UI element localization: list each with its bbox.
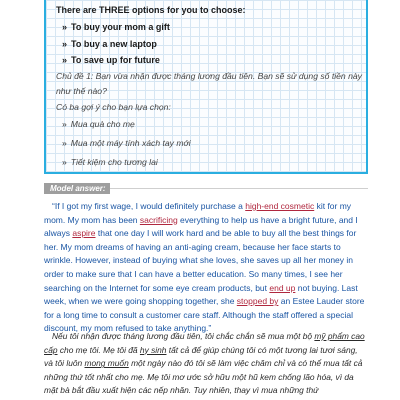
answer-text: một ngày nào đó tôi sẽ làm việc chăm chỉ và có thể mua tất cả những thứ tốt nhất cho mẹ. Mẹ tôi mơ ước sở hữu một hũ kem chống lão hóa, vì da mặt bà bắt đầu xuất hiện các nếp nhăn. Tuy nhiên, thay vì mua những thứ (44, 358, 363, 396)
options-intro: There are THREE options for you to choose: (56, 5, 246, 15)
vocab-highlight: end up (269, 282, 296, 293)
vi-option-1: » Mua quà cho mẹ (62, 119, 135, 129)
vi-option-3: » Tiết kiệm cho tương lai (62, 157, 158, 167)
vi-option-2: » Mua một máy tính xách tay mới (62, 138, 191, 148)
vocab-highlight: sacrificing (139, 214, 178, 225)
model-answer-label: Model answer: (44, 183, 110, 194)
answer-text: not buying. Last week, when we were going shopping together, she (44, 282, 358, 307)
chevron-icon: » (62, 138, 67, 148)
chevron-icon: » (62, 39, 68, 49)
option-3: » To save up for future (62, 55, 160, 65)
vi-hint: Có ba gợi ý cho bạn lựa chọn: (56, 102, 171, 112)
option-2: » To buy a new laptop (62, 39, 157, 49)
vocab-highlight: high-end cosmetic (245, 201, 315, 211)
answer-text: an Estee Lauder store for a long time to consult a customer care staff. Although the staff offered a special discount, my mom refused to take anything.” (44, 296, 365, 334)
chevron-icon: » (62, 22, 68, 32)
vi-topic: Chủ đề 1: Bạn vừa nhận được tháng lương đầu tiên. Bạn sẽ sử dụng số tiền này như thế nào? (56, 71, 362, 96)
answer-text: that one day I will work hard and be able to buy all the best things for her. My mom dreams of having an anti-aging cream, because her face starts to wrinkle. However, instead of buying what she loves, she saves up all her money in order to make sure that I can have a better education. So many times, I see her searching on the Internet for some eye cream products, but (44, 228, 357, 293)
vietnamese-translation (44, 330, 367, 398)
english-answer (44, 200, 367, 336)
answer-text: “If I got my first wage, I would definitely purchase a (52, 201, 246, 211)
vocab-highlight: mỹ phẩm cao cấp (44, 331, 365, 355)
vocab-highlight: hy sinh (139, 344, 167, 355)
vocab-highlight: mong muốn (84, 358, 129, 369)
answer-text: Nếu tôi nhận được tháng lương đầu tiên, tôi chắc chắn sẽ mua một bộ (52, 331, 315, 341)
vocab-highlight: stopped by (236, 296, 279, 307)
answer-text: tất cả để giúp chúng tôi có một tương lai tươi sáng, và tôi luôn (44, 344, 358, 369)
option-1: » To buy your mom a gift (62, 22, 170, 32)
vocab-highlight: aspire (72, 228, 96, 239)
chevron-icon: » (62, 157, 67, 167)
section-divider (110, 188, 368, 189)
answer-text: kit for my mom. My mom has been (44, 201, 352, 225)
chevron-icon: » (62, 119, 67, 129)
answer-text: everything to help us have a bright future, and I always (44, 214, 358, 239)
chevron-icon: » (62, 55, 68, 65)
answer-text: cho mẹ tôi. Mẹ tôi đã (57, 344, 140, 355)
